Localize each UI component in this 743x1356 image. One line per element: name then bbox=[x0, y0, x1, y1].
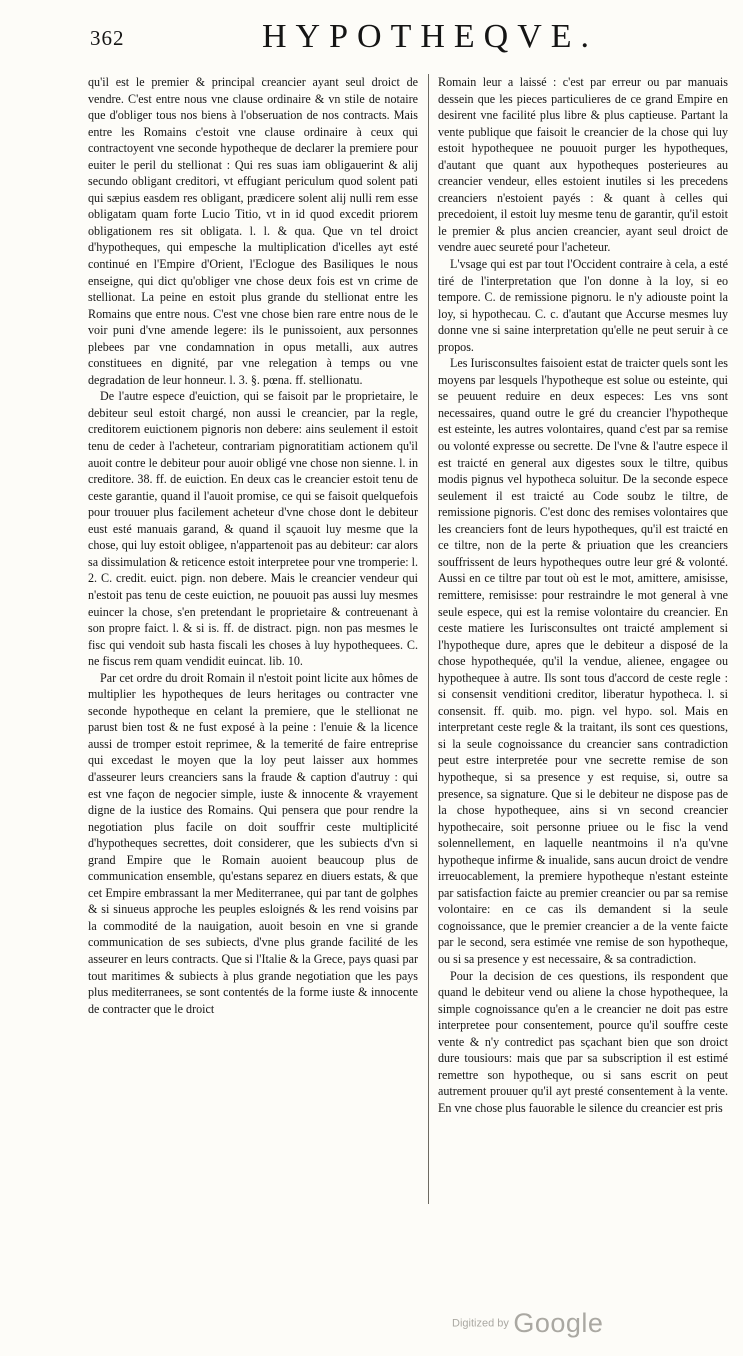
paragraph: Par cet ordre du droit Romain il n'estoit point licite aux hômes de multiplier les hypotheques de leurs heritages ou contracter vne seconde hypotheque en celant la premiere, que le stellionat ne parust bien tost & ne fust exposé à la peine : l'enuie & la licence aussi de tromper estoit reprimee, & la temerité de faire entreprise qui excedast le moyen que la loy peut laisser aux hommes d'asseurer leurs creanciers sans la fraude & caption d'autruy : qui est vne façon de negocier simple, iuste & innocente & vrayement digne de la iustice des Romains. Qui pensera que pour rendre la negotiation plus facile on doit souffrir ceste multiplicité d'hypotheques secrettes, doit considerer, que les subiects d'vn si grand Empire que le Romain auoient beaucoup plus de communication ensemble, qu'estans separez en diuers estats, & que cet Empire embrassant la mer Mediterranee, qui par tant de golphes & si sinueus approche les peuples esloignés & les rend voisins par la commodité de la nauigation, auoit besoin en vne si grande communication de ses subiects, d'vne plus grande facilité de les asseurer en leurs contracts. Que si l'Italie & la Grece, pays quasi par tout maritimes & subiects à plus grande negotiation que les pays plus mediterranees, se sont contentés de la forme iuste & innocente de contracter que le droict bbox=[88, 670, 418, 1016]
paragraph: De l'autre espece d'euiction, qui se faisoit par le proprietaire, le debiteur seul estoit chargé, non aussi le creancier, par la regle, creditorem euictionem pignoris non debere: ains seulement il estoit tenu de ceder à l'acheteur, contrariam pignoratitiam actionem qu'il auoit contre le debiteur pour auoir obligé vne chose non sienne. l. in creditore. 38. ff. de euiction. En deux cas le creancier estoit tenu de ceste garantie, quand il l'auoit promise, ce qui se faisoit quelquefois pour trouuer plus facilement acheteur d'vne chose dont le debiteur eust esté manuais garand, & quand il sçauoit luy mesme que la chose, qui luy estoit obligee, n'appartenoit pas au debiteur: car alors sa dissimulation & reticence estoit interpretee pour vne tromperie: l. 2. C. credit. euict. pign. non debere. Mais le creancier vendeur qui n'estoit pas tenu de ceste euiction, ne pouuoit pas aussi luy mesmes euincer la chose, s'en pretendant le proprietaire & contreuenant à son propre faict. l. & si is. ff. de distract. pign. non pas mesmes le fisc qui vendoit sub hasta fiscali les choses à luy hypothequees. C. ne fiscus rem quam vendidit euincat. lib. 10. bbox=[88, 389, 418, 669]
digitized-watermark bbox=[452, 1308, 603, 1339]
page-number: 362 bbox=[90, 26, 125, 50]
paragraph: qu'il est le premier & principal creancier ayant seul droict de vendre. C'est entre nous vne clause ordinaire & vn stile de notaire que d'obliger tous nos biens à l'obseruation de nos contracts. Mais entre les Romains c'estoit vne clause ordinaire à ceux qui contractoyent vne seconde hypotheque de declarer la premiere pour euiter le peril du stellionat : Qui res suas iam obligauerint & alij secundo obligant creditori, vt effugiant periculum quod solent pati qui sæpius easdem res obligant, prædicere solent alij nulli rem esse obligatam quam forte Lucio Titio, vt in id quod excedit priorem obligationem res sit obligata. l. l. & qua. Que vn tel droict d'hypotheques, qui empesche la multiplication d'icelles ayt esté continué en l'Empire d'Orient, l'Eclogue des Basiliques le nous enseigne, qui dict qu'obliger vne chose deux fois est vn crime de stellionat. La peine en estoit plus grande du stellionat entre les Romains que entre nous. C'est vne chose bien rare entre nous de le voir puni d'vne amende legere: ils le punissoient, aux personnes plebees par vne condamnation in opus metalli, aux autres constituees en dignité, par vne relegation à temps ou vne degradation de leur honneur. l. 3. §. pœna. ff. stellionatu. bbox=[88, 75, 418, 387]
paragraph: Romain leur a laissé : c'est par erreur ou par manuais dessein que les pieces particulieres de ce grand Empire en desirent vne facilité plus libre & plus captieuse. Partant la vente publique que faisoit le creancier de la chose qui luy estoit hypothequee ne pouuoit purger les hypotheques, d'autant que quant aux hypotheques posterieures au creancier vendeur, elles estoient inutiles si les precedens creanciers n'estoient payés : & quant à celles qui precedoient, il estoit luy mesme tenu de garantir, qu'il estoit le premier & plus ancien creancier, ayant seul droict de vendre auec seureté pour l'acheteur. bbox=[438, 75, 728, 255]
watermark-prefix: Digitized by bbox=[452, 1317, 509, 1330]
google-logo: Google bbox=[513, 1308, 604, 1338]
left-column bbox=[88, 74, 418, 1017]
right-column bbox=[438, 74, 728, 1116]
paragraph: L'vsage qui est par tout l'Occident contraire à cela, a esté tiré de l'interpretation que l'on donne à la loy, si eo tempore. C. de remissione pignoru. le n'y adiouste point la loy, si hypothecau. C. c. d'autant que Accurse mesmes luy donne vne si saine interpretation qu'elle ne peut seruir à ce propos. bbox=[438, 257, 728, 354]
paragraph: Les Iurisconsultes faisoient estat de traicter quels sont les moyens par lesquels l'hypotheque est solue ou esteinte, qui se peuuent reduire en deux especes: Les vns sont necessaires, quand outre le gré du creancier l'hypotheque est esteinte, les autres volontaires, quand c'est par sa remise ou volonté expresse ou secrette. De l'vne & l'autre espece il est traicté en general aux digestes soux le tiltre, quibus modis pignus vel hypotheca soluitur. De la seconde espece seulement il est traicté au Code soubz le tiltre, de remissione pignoris. C'est donc des remises volontaires que les creanciers font de leurs hypotheques, qu'il est traicté en ce tiltre, non de la perte & priuation que les creanciers souffrissent de leurs hypotheques outre leur gré & volonté. Aussi en ce tiltre par tout où est le mot, amittere, amisisse, remittere, remisisse: pour restraindre le mot general à vne seule espece, qui est la remise volontaire du creancier. En ceste matiere les Iurisconsultes ont traicté amplement si l'hypotheque dure, apres que le debiteur a disposé de la chose hypothequée, qu'il la vendue, alienee, engagee ou hypothequee à autre. Ils sont tous d'accord de ceste regle : si consensit venditioni creditor, liberatur hypotheca. l. si consensit. ff. quib. mo. pign. vel hypo. sol. Mais en interpretant ceste regle & la traitant, ils sont ces questions, si la seule cognoissance du creancier sans contradiction peut estre interpretée pour vne secrette remise de son hypotheque, si sa presence y est requise, si, outre sa presence, sa signature. Que si le debiteur ne dispose pas de la chose hypothequee, ains si vn second creancier hypothecaire, soit personne priuee ou le fisc la vend solennellement, en laquelle neantmoins il n'a qu'vne hypotheque infirme & inualide, sans aucun droict de vendre irreuocablement, la premiere hypotheque n'estant esteinte par satisfaction faicte au premier creancier ou par sa remise volontaire: en ce cas ils demandent si la seule cognoissance, que le premier creancier a de la vente faicte par le second, sera estimée vne remise de son hypotheque, ou si sa presence y est necessaire, & sa contradiction. bbox=[438, 356, 728, 966]
page-header bbox=[82, 18, 722, 56]
paragraph: Pour la decision de ces questions, ils respondent que quand le debiteur vend ou aliene la chose hypothequee, la simple cognoissance qu'en a le creancier ne doit pas estre interpretee pour consentement, pource qu'il souffre ceste vente & n'y contredict pas sçachant bien que son droict dure tousiours: mais que par sa subscription il est estimé remettre son hypotheque, ou si sans escrit on peut autrement prouuer qu'il ayt presté consentement à la vente. En vne chose plus fauorable le silence du creancier est pris bbox=[438, 968, 728, 1115]
running-title: HYPOTHEQVE. bbox=[262, 18, 599, 55]
column-divider bbox=[428, 74, 429, 1204]
